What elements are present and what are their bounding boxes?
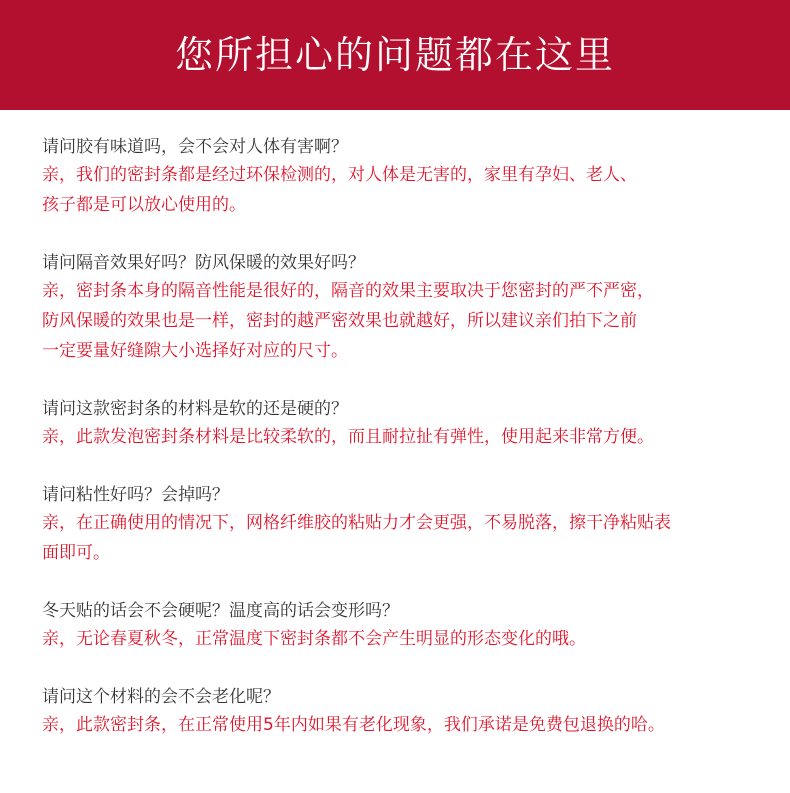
faq-answer-line: 一定要量好缝隙大小选择好对应的尺寸。 [42, 341, 348, 361]
header-banner [0, 0, 790, 110]
faq-question: 请问胶有味道吗，会不会对人体有害啊？ [42, 137, 348, 157]
faq-answer-line: 亲，我们的密封条都是经过环保检测的，对人体是无害的，家里有孕妇、老人、 [42, 165, 637, 185]
faq-item [42, 482, 782, 568]
faq-answer-line: 亲，无论春夏秋冬，正常温度下密封条都不会产生明显的形态变化的哦。 [42, 629, 586, 649]
faq-answer-line: 亲，在正确使用的情况下，网格纤维胶的粘贴力才会更强，不易脱落，擦干净粘贴表 [42, 513, 671, 533]
faq-item [42, 598, 782, 654]
faq-answer-line: 亲，密封条本身的隔音性能是很好的，隔音的效果主要取决于您密封的严不严密， [42, 281, 654, 301]
faq-answer [42, 422, 782, 452]
faq-item [42, 396, 782, 452]
faq-question: 请问隔音效果好吗？防风保暖的效果好吗？ [42, 253, 365, 273]
faq-question: 冬天贴的话会不会硬呢？温度高的话会变形吗？ [42, 601, 399, 621]
faq-answer [42, 276, 782, 366]
faq-item [42, 134, 782, 220]
faq-answer [42, 508, 782, 568]
faq-item [42, 250, 782, 366]
faq-question: 请问这款密封条的材料是软的还是硬的？ [42, 399, 348, 419]
faq-list [42, 134, 782, 770]
faq-question: 请问这个材料的会不会老化呢？ [42, 687, 280, 707]
page-title: 您所担心的问题都在这里 [174, 33, 615, 77]
faq-answer [42, 710, 782, 740]
faq-question: 请问粘性好吗？会掉吗？ [42, 485, 229, 505]
faq-answer-line: 面即可。 [42, 543, 110, 563]
faq-answer-line: 亲，此款发泡密封条材料是比较柔软的，而且耐拉扯有弹性，使用起来非常方便。 [42, 427, 654, 447]
faq-answer [42, 160, 782, 220]
faq-answer-line: 亲，此款密封条，在正常使用5年内如果有老化现象，我们承诺是免费包退换的哈。 [42, 715, 665, 735]
faq-item [42, 684, 782, 740]
faq-answer-line: 防风保暖的效果也是一样，密封的越严密效果也就越好，所以建议亲们拍下之前 [42, 311, 637, 331]
faq-answer [42, 624, 782, 654]
faq-answer-line: 孩子都是可以放心使用的。 [42, 195, 246, 215]
